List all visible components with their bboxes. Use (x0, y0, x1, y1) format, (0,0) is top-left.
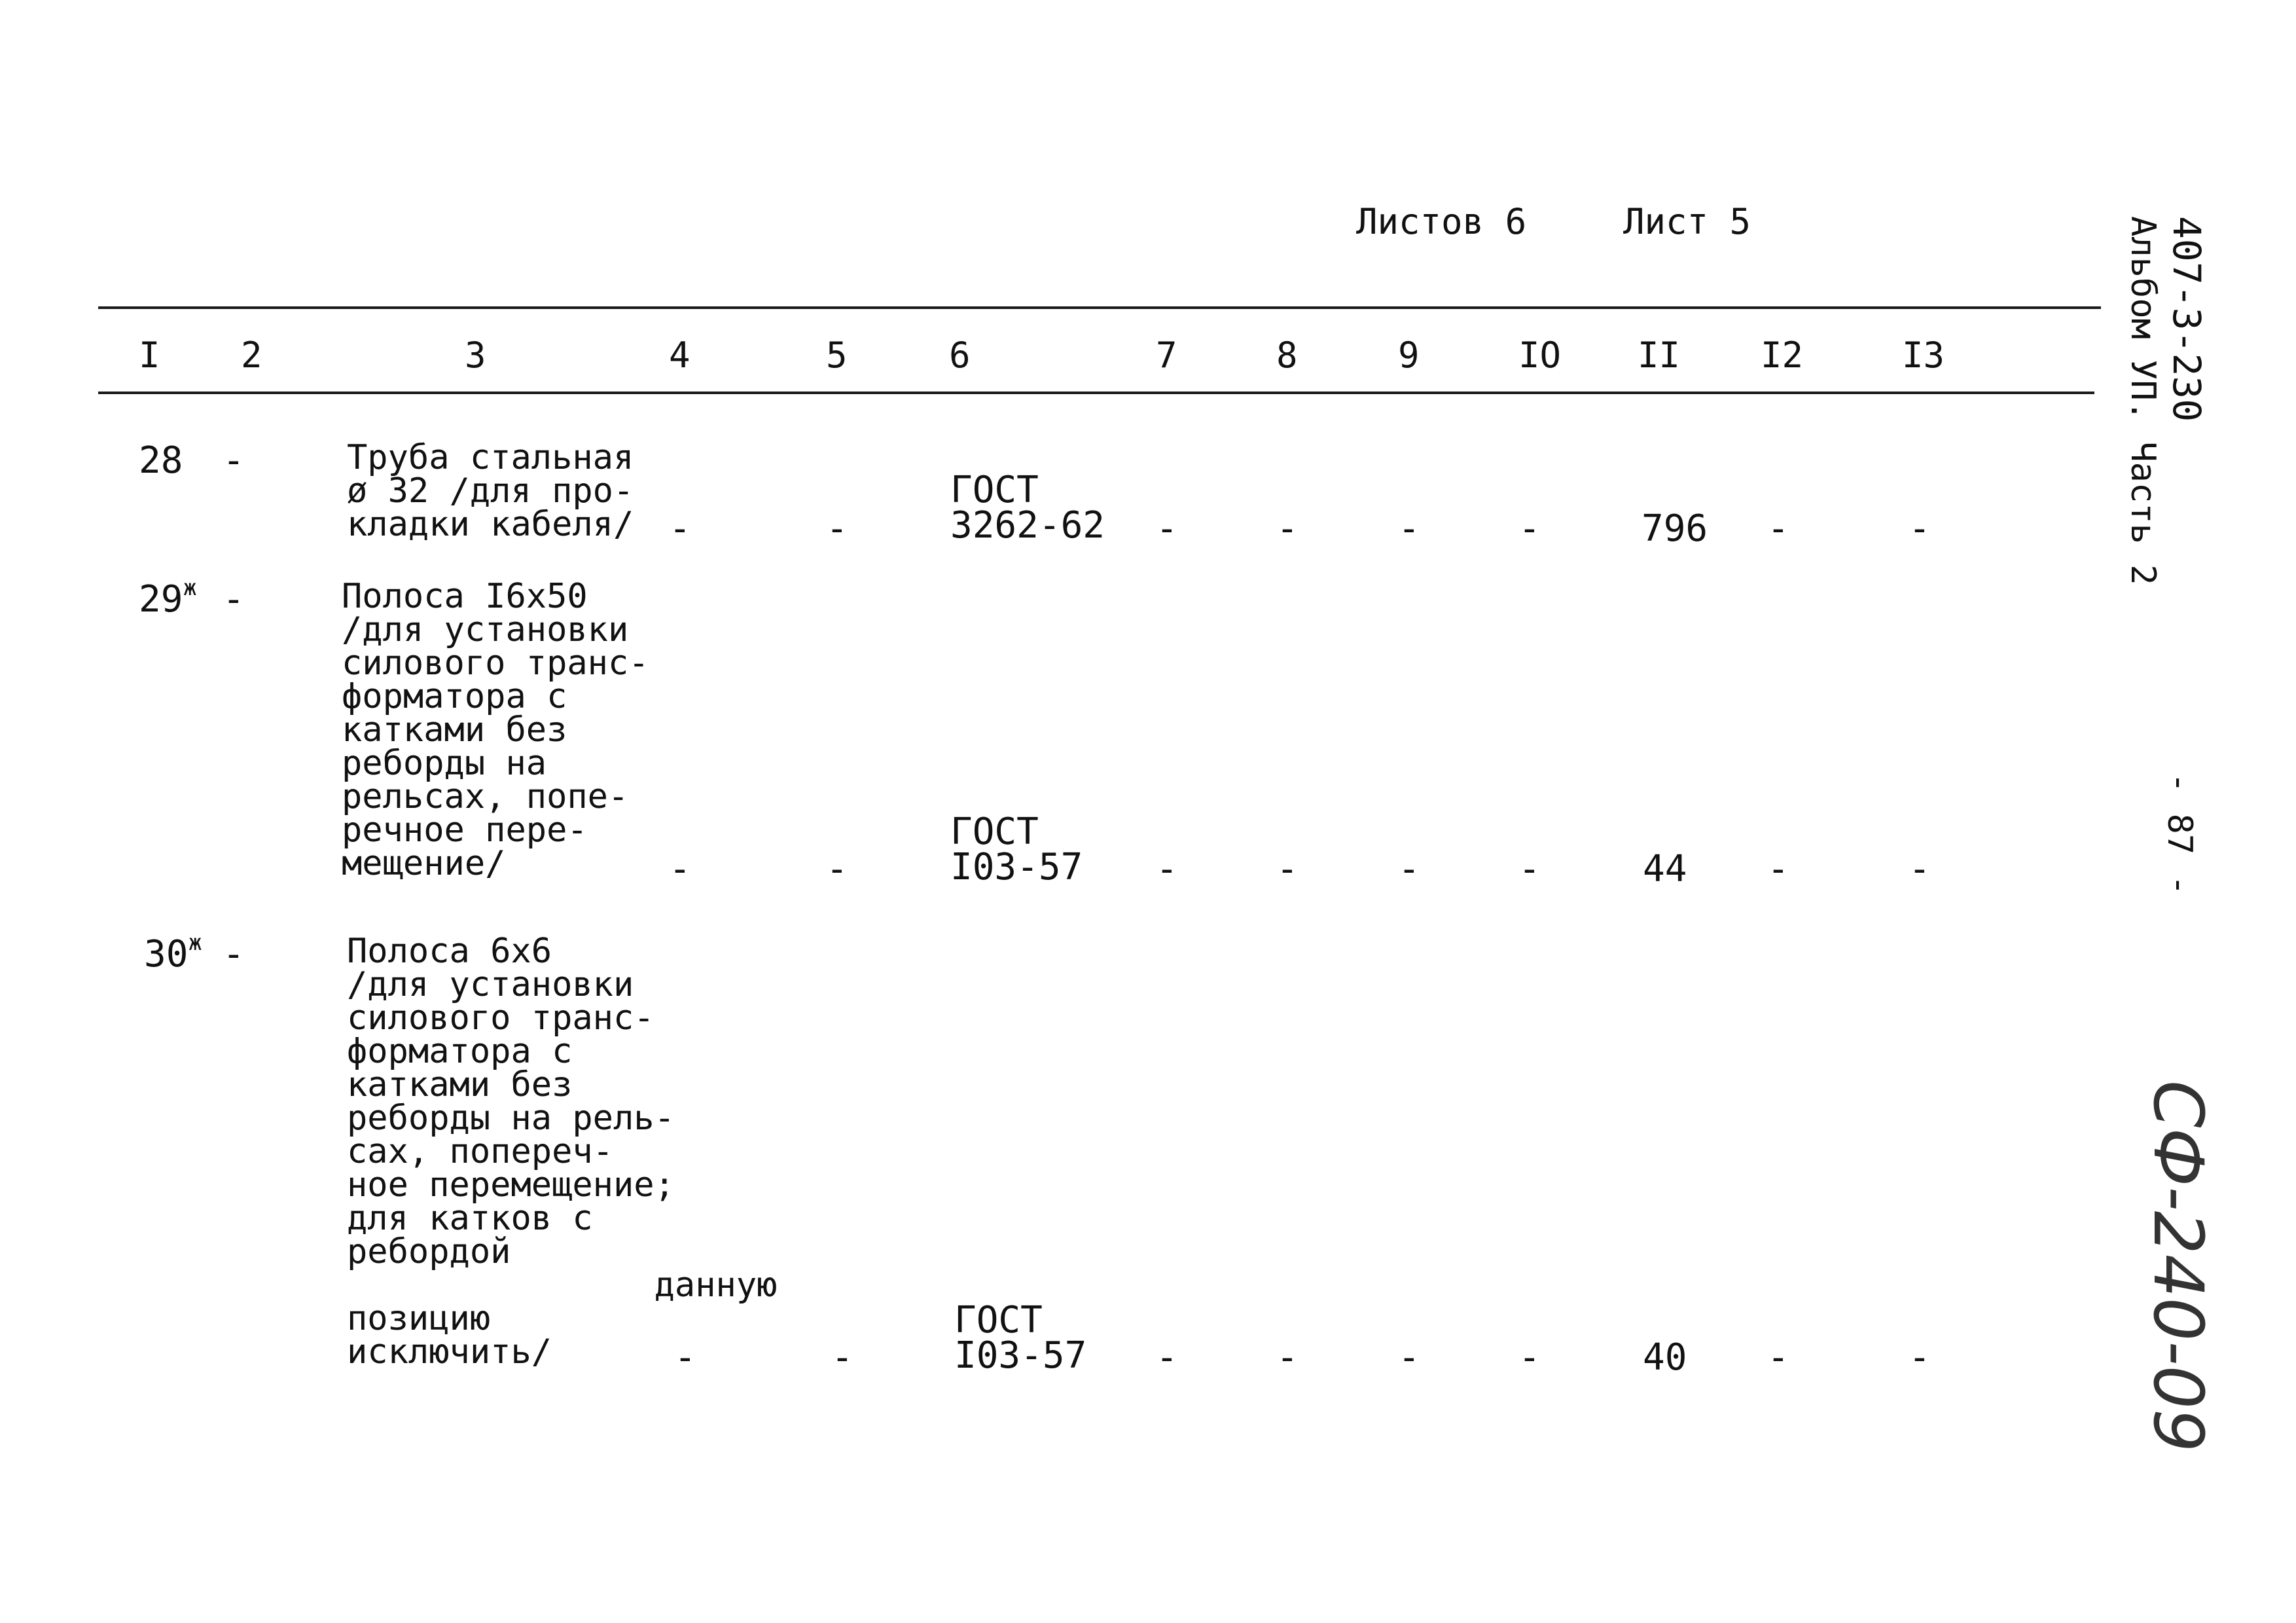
quantity-value: 796 (1641, 507, 1708, 550)
col10-dash: - (1518, 1336, 1541, 1379)
col4-dash: - (669, 507, 691, 550)
col5-dash: - (826, 507, 848, 550)
sheets-total: Листов 6 (1356, 201, 1527, 242)
col-header-9: 9 (1398, 335, 1420, 376)
quantity-value: 44 (1643, 848, 1687, 890)
sheet-number: Лист 5 (1623, 201, 1751, 242)
col-header-1: I (139, 335, 160, 376)
col10-dash: - (1518, 507, 1541, 550)
row-mark: ж (183, 575, 197, 601)
col12-dash: - (1767, 1336, 1789, 1379)
col-header-2: 2 (241, 335, 262, 376)
col-header-12: I2 (1761, 335, 1804, 376)
standard-ref: ГОСТ 3262-62 (950, 469, 1105, 547)
col4-dash: - (674, 1336, 696, 1379)
col13-dash: - (1909, 1336, 1931, 1379)
col5-dash: - (826, 848, 848, 890)
item-description: Труба стальная ø 32 /для про- кладки кабеля/ (347, 438, 634, 544)
col-header-11: II (1638, 335, 1681, 376)
item-description: Полоса 6х6 /для установки силового транс- форматора с катками без реборды на рель- сах, попереч- ное перемещение; для катков с ребордой данную позицию исключить/ (347, 932, 778, 1372)
col13-dash: - (1909, 507, 1931, 550)
col9-dash: - (1398, 848, 1420, 890)
col2-dash: - (223, 578, 245, 621)
page-number: - 87 - (2160, 773, 2199, 896)
item-description: Полоса I6х50 /для установки силового транс- форматора с катками без реборды на рельсах, попе- речное пере- мещение/ (342, 577, 649, 883)
col-header-4: 4 (669, 335, 691, 376)
col-header-10: IO (1518, 335, 1562, 376)
col8-dash: - (1276, 848, 1299, 890)
col8-dash: - (1276, 507, 1299, 550)
col8-dash: - (1276, 1336, 1299, 1379)
quantity-value: 40 (1643, 1336, 1687, 1379)
col7-dash: - (1156, 1336, 1178, 1379)
col5-dash: - (831, 1336, 853, 1379)
col-header-5: 5 (826, 335, 848, 376)
col12-dash: - (1767, 848, 1789, 890)
document-code: 407-3-230 (2164, 216, 2209, 422)
row-number: 28 (139, 439, 183, 482)
header-top-rule (98, 306, 2101, 309)
col9-dash: - (1398, 1336, 1420, 1379)
col-header-7: 7 (1156, 335, 1177, 376)
col-header-6: 6 (949, 335, 971, 376)
col2-dash: - (223, 933, 245, 976)
col7-dash: - (1156, 507, 1178, 550)
col-header-13: I3 (1902, 335, 1945, 376)
header-bottom-rule (98, 392, 2094, 394)
standard-ref: ГОСТ I03-57 (954, 1299, 1087, 1377)
col-header-8: 8 (1276, 335, 1298, 376)
row-number: 30 (144, 933, 188, 976)
album-part: Альбом УП. Часть 2 (2123, 216, 2162, 585)
col4-dash: - (669, 848, 691, 890)
row-number: 29 (139, 578, 183, 621)
standard-ref: ГОСТ I03-57 (950, 811, 1083, 888)
col2-dash: - (223, 439, 245, 482)
col10-dash: - (1518, 848, 1541, 890)
stamp-code: СФ-240-09 (2138, 1080, 2218, 1453)
col-header-3: 3 (465, 335, 486, 376)
col12-dash: - (1767, 507, 1789, 550)
col13-dash: - (1909, 848, 1931, 890)
col7-dash: - (1156, 848, 1178, 890)
row-mark: ж (188, 930, 202, 956)
col9-dash: - (1398, 507, 1420, 550)
